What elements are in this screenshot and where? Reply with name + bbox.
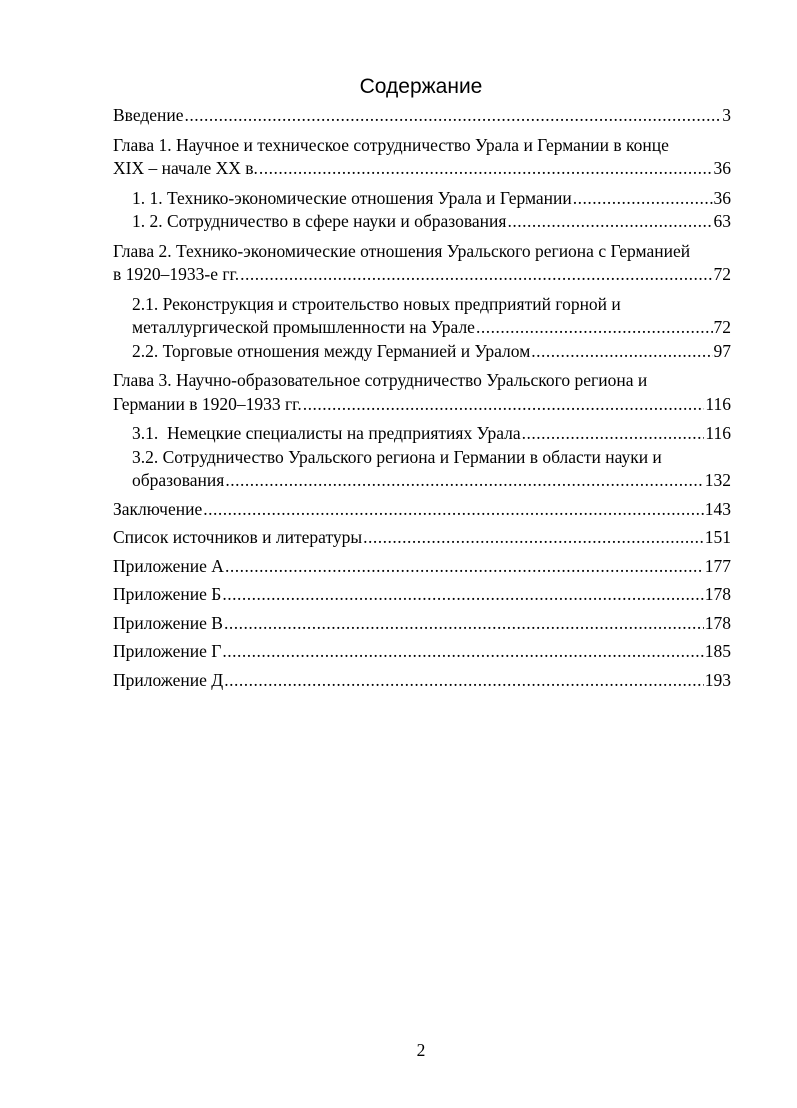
toc-page-number: 72 (713, 317, 731, 337)
toc-entry-title-line: Глава 1. Научное и техническое сотрудничество Урала и Германии в конце (113, 134, 669, 155)
toc-entry-title: Германии в 1920–1933 гг. (113, 393, 302, 414)
toc-entry-sources[interactable] (113, 526, 731, 550)
dot-leader (222, 583, 703, 607)
dot-leader (259, 157, 713, 181)
dot-leader (185, 104, 722, 128)
toc-page-number: 72 (713, 264, 731, 284)
toc-page-number: 143 (704, 498, 731, 519)
toc-entry-title-line: 2.1. Реконструкция и строительство новых предприятий горной и (132, 293, 621, 314)
toc-entry-title: 2.2. Торговые отношения между Германией и Уралом (132, 340, 531, 361)
toc-entry-title: Приложение В (113, 612, 223, 633)
toc-entry-section-3-1[interactable] (132, 422, 731, 446)
toc-entry-introduction[interactable] (113, 104, 731, 128)
toc-page-number: 178 (704, 612, 731, 633)
toc-entry-title: металлургической промышленности на Урале (132, 317, 475, 337)
toc-entry-chapter-3[interactable] (113, 369, 731, 416)
toc-entry-title: в 1920–1933-е гг. (113, 264, 240, 284)
toc-entry-appendix-d[interactable] (113, 669, 731, 693)
dot-leader (225, 469, 703, 493)
dot-leader (573, 187, 713, 211)
toc-entry-appendix-b[interactable] (113, 583, 731, 607)
toc-entry-conclusion[interactable] (113, 498, 731, 522)
toc-page-number: 178 (704, 584, 731, 604)
toc-page-number: 116 (705, 423, 731, 443)
toc-page-number: 151 (704, 527, 731, 547)
toc-entry-title: Список источников и литературы (113, 527, 363, 547)
toc-entry-section-2-1[interactable] (132, 293, 731, 340)
dot-leader (224, 612, 704, 636)
toc-page-number: 97 (713, 340, 731, 361)
dot-leader (303, 393, 705, 417)
dot-leader (222, 640, 703, 664)
dot-leader (476, 316, 713, 340)
toc-page-number: 193 (704, 669, 731, 690)
dot-leader (240, 263, 712, 287)
toc-entry-appendix-v[interactable] (113, 612, 731, 636)
toc-entry-section-3-2[interactable] (132, 446, 731, 493)
toc-entry-chapter-1[interactable] (113, 134, 731, 181)
toc-entry-title-line: Глава 3. Научно-образовательное сотрудничество Уральского региона и (113, 370, 648, 390)
toc-entry-section-1-1[interactable] (132, 187, 731, 211)
toc-entry-title: Приложение Г (113, 641, 222, 661)
toc-entry-appendix-g[interactable] (113, 640, 731, 664)
toc-page-number: 63 (713, 211, 731, 231)
dot-leader (363, 526, 704, 550)
dot-leader (507, 210, 712, 234)
toc-page-number: 3 (722, 105, 731, 125)
toc-entry-title: 3.1. Немецкие специалисты на предприятиях Урала (132, 423, 521, 443)
toc-page-number: 185 (704, 641, 731, 661)
toc-entry-title: XIX – начале XX в. (113, 158, 258, 178)
dot-leader (522, 422, 705, 446)
toc-entry-section-1-2[interactable] (132, 210, 731, 234)
toc-entry-section-2-2[interactable] (132, 340, 731, 364)
toc-entry-title-line: Глава 2. Технико-экономические отношения Уральского региона с Германией (113, 240, 691, 261)
page-number: 2 (416, 1040, 426, 1060)
toc-page-number: 132 (704, 470, 731, 490)
toc-entry-title: Приложение Б (113, 584, 222, 604)
toc-entry-title: 1. 2. Сотрудничество в сфере науки и образования (132, 211, 507, 231)
toc-entry-chapter-2[interactable] (113, 240, 731, 287)
toc-entry-title: Приложение А (113, 555, 224, 576)
dot-leader (224, 669, 704, 693)
dot-leader (225, 555, 704, 579)
toc-entry-title: Введение (113, 105, 184, 125)
toc-entry-title: образования (132, 470, 225, 490)
page-title: Содержание (359, 75, 483, 98)
toc-entry-title-line: 3.2. Сотрудничество Уральского региона и Германии в области науки и (132, 446, 662, 467)
toc-page-number: 177 (704, 555, 731, 576)
toc-entry-appendix-a[interactable] (113, 555, 731, 579)
toc-entry-title: Приложение Д (113, 669, 224, 690)
toc-entry-title: 1. 1. Технико-экономические отношения Урала и Германии (132, 187, 572, 208)
toc-entry-title: Заключение (113, 498, 203, 519)
toc-page-number: 116 (705, 393, 731, 414)
toc-page-number: 36 (713, 158, 731, 178)
dot-leader (531, 340, 712, 364)
table-of-contents (113, 104, 731, 692)
dot-leader (203, 498, 704, 522)
toc-page-number: 36 (713, 187, 731, 208)
